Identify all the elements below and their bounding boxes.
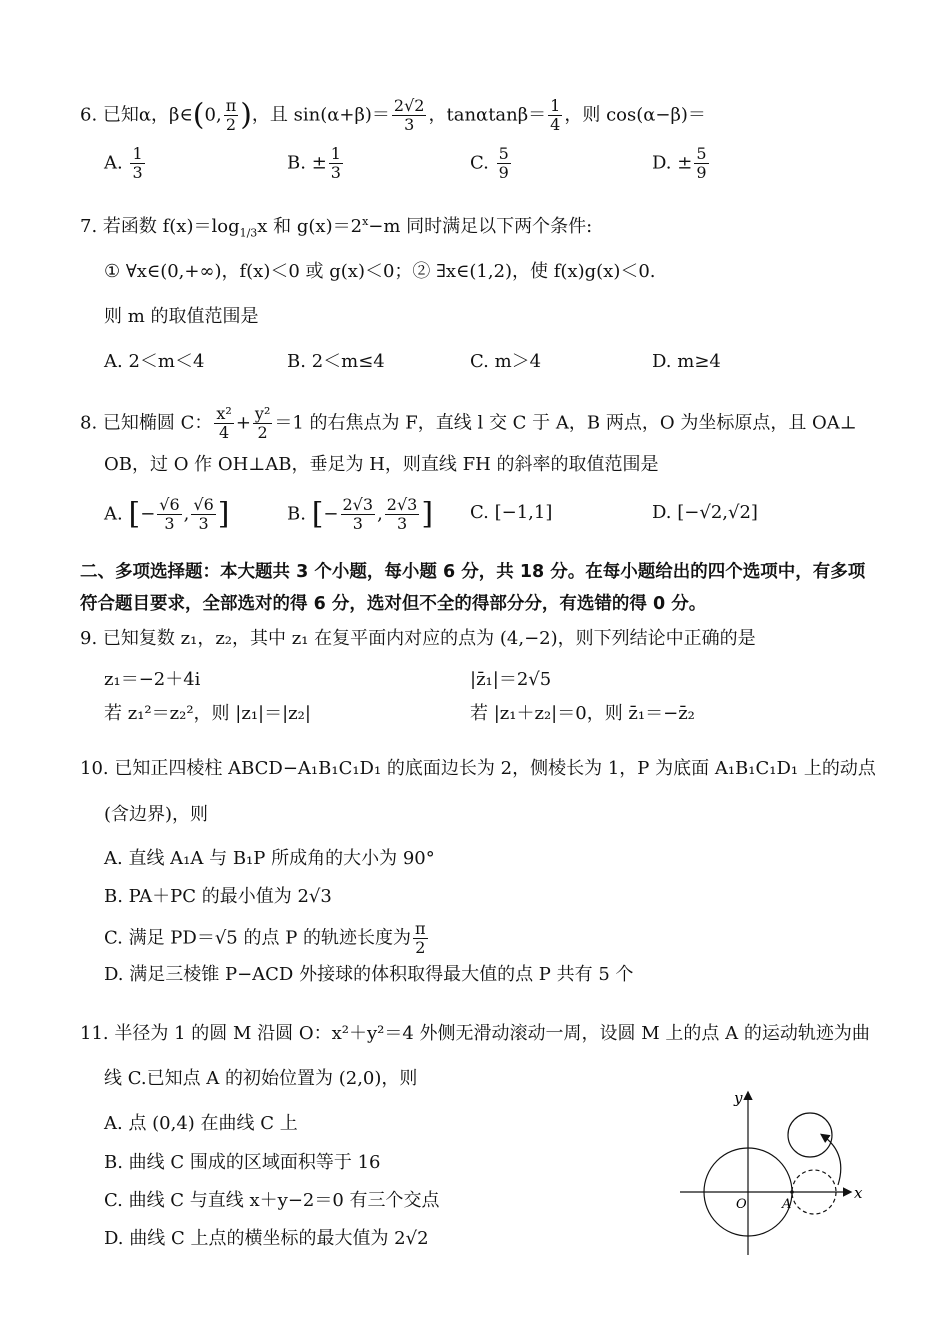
- q9-stem: 9. 已知复数 z₁，z₂，其中 z₁ 在复平面内对应的点为 (4,−2)，则下列结论中正确的是: [80, 628, 756, 649]
- q6-option-d: [652, 145, 711, 182]
- q11-option-a: A. 点 (0,4) 在曲线 C 上: [104, 1113, 298, 1134]
- option-label: A.: [104, 351, 123, 372]
- q6-frac1: [392, 97, 427, 134]
- q8-b-n2: 2√3: [386, 495, 418, 514]
- q8-frac-y: [253, 405, 272, 442]
- q8-b-rbr: ]: [421, 496, 434, 532]
- q8-fx-num: x²: [216, 404, 232, 423]
- q6-two: 2: [225, 115, 237, 134]
- q7-exp: x: [362, 215, 369, 228]
- q10-option-c-frac: [413, 920, 428, 957]
- q10-option-d: D. 满足三棱锥 P−ACD 外接球的体积取得最大值的点 P 共有 5 个: [104, 964, 634, 985]
- q6-stem-d: ，则 cos(α−β)＝: [564, 104, 706, 126]
- q6-frac1-num: 2√2: [393, 96, 425, 115]
- q7-line3: 则 m 的取值范围是: [104, 306, 259, 327]
- point-a-label: A: [782, 1197, 792, 1212]
- option-label: B.: [287, 351, 306, 372]
- q9-option-a: z₁＝−2＋4i: [104, 669, 201, 690]
- q7-line2: ① ∀x∈(0,+∞)，f(x)＜0 或 g(x)＜0；② ∃x∈(1,2)，使 f(x)g(x)＜0.: [104, 261, 656, 282]
- q11-figure: [670, 1085, 880, 1265]
- q8-fy-num: y²: [254, 404, 271, 423]
- option-label: B.: [287, 152, 306, 174]
- q8-line1: [80, 405, 857, 442]
- q8-plus: +: [235, 412, 251, 434]
- origin-label: O: [736, 1197, 747, 1212]
- q8-line1-b: ＝1 的右焦点为 F，直线 l 交 C 于 A，B 两点，O 为坐标原点，且 OA⊥: [274, 412, 857, 434]
- point-a-dot: [790, 1190, 794, 1194]
- q11-option-d: D. 曲线 C 上点的横坐标的最大值为 2√2: [104, 1228, 429, 1249]
- q8-a-rbr: ]: [217, 496, 230, 532]
- q7-log-base: 1/3: [239, 226, 258, 240]
- option-frac: [130, 145, 144, 182]
- section2-line2: 符合题目要求，全部选对的得 6 分，选对但不全的得部分分，有选错的得 0 分。: [80, 594, 707, 614]
- q6-stem-a: 6. 已知α，β∈: [80, 104, 193, 126]
- q6-stem: [80, 97, 706, 134]
- q8-a-d2: 3: [198, 514, 209, 533]
- q6-frac2-num: 1: [550, 96, 561, 115]
- q10-option-a: A. 直线 A₁A 与 B₁P 所成角的大小为 90°: [104, 848, 435, 869]
- q8-option-b-label: B.: [287, 503, 306, 525]
- q8-b-lbr: [: [311, 496, 324, 532]
- q6-frac2: [548, 97, 562, 134]
- q10-line2: (含边界)，则: [104, 804, 209, 825]
- q8-a-comma: ,: [183, 503, 190, 525]
- q8-option-d: [652, 501, 758, 525]
- q7-option-c: [470, 350, 541, 374]
- q8-b-d2: 3: [396, 514, 408, 533]
- q6-option-b: [287, 145, 345, 182]
- q8-option-d-text: [−√2,√2]: [677, 502, 758, 523]
- option-den: 3: [132, 163, 143, 182]
- q8-option-c-label: C.: [470, 502, 489, 523]
- option-num: 5: [696, 144, 707, 163]
- q8-b-frac1: [341, 496, 376, 533]
- q10-c-den: 2: [415, 938, 426, 957]
- option-text: 2＜m≤4: [311, 351, 385, 372]
- q8-fy-den: 2: [257, 423, 268, 442]
- option-label: D.: [652, 152, 672, 174]
- q7-option-d: [652, 350, 721, 374]
- q8-b-n1: 2√3: [342, 495, 374, 514]
- q11-option-b: B. 曲线 C 围成的区域面积等于 16: [104, 1152, 381, 1173]
- option-label: A.: [104, 152, 123, 174]
- q7-line1-a: 7. 若函数 f(x)＝log: [80, 216, 240, 237]
- option-num: 1: [132, 144, 143, 163]
- axis-x-label: x: [854, 1184, 863, 1202]
- option-sign: ±: [677, 152, 693, 174]
- q6-frac1-den: 3: [404, 115, 415, 134]
- q8-fx-den: 4: [219, 423, 230, 442]
- q8-line1-a: 8. 已知椭圆 C：: [80, 412, 213, 434]
- q10-option-c-text: C. 满足 PD＝√5 的点 P 的轨迹长度为: [104, 927, 412, 949]
- option-frac: [694, 145, 708, 182]
- q8-b-minus: −: [323, 503, 339, 525]
- q9-option-d: 若 |z₁＋z₂|＝0，则 z̄₁＝−z̄₂: [470, 703, 695, 724]
- q7-option-b: [287, 350, 385, 374]
- option-label: D.: [652, 351, 672, 372]
- option-den: 9: [498, 163, 509, 182]
- option-text: m≥4: [677, 351, 721, 372]
- q7-line1-c: −m 同时满足以下两个条件:: [368, 216, 593, 237]
- option-label: C.: [470, 351, 489, 372]
- option-den: 3: [330, 163, 341, 182]
- option-frac: [329, 145, 343, 182]
- q8-option-b: [287, 496, 433, 533]
- option-num: 5: [498, 144, 509, 163]
- q8-a-minus: −: [140, 503, 156, 525]
- q10-option-c: [104, 920, 430, 957]
- q6-interval-bracket-open: (: [192, 97, 205, 133]
- q8-option-a-label: A.: [104, 503, 123, 525]
- q6-pi: π: [225, 96, 237, 115]
- q8-a-lbr: [: [128, 496, 141, 532]
- q8-a-frac1: [157, 496, 181, 533]
- q11-line2: 线 C.已知点 A 的初始位置为 (2,0)，则: [104, 1068, 418, 1089]
- q7-line1-b: x 和 g(x)＝2: [257, 216, 363, 237]
- q10-line1: 10. 已知正四棱柱 ABCD−A₁B₁C₁D₁ 的底面边长为 2，侧棱长为 1，P 为底面 A₁B₁C₁D₁ 上的动点: [80, 758, 876, 779]
- option-text: 2＜m＜4: [128, 351, 205, 372]
- q8-a-n2: √6: [193, 495, 214, 514]
- q7-option-a: [104, 350, 204, 374]
- q8-option-c: [470, 501, 552, 525]
- option-text: m＞4: [494, 351, 542, 372]
- q6-pi-half: [224, 97, 239, 134]
- q8-b-comma: ,: [377, 503, 383, 525]
- q8-option-a: [104, 496, 229, 533]
- axis-y-label: y: [734, 1089, 743, 1107]
- option-den: 9: [696, 163, 707, 182]
- q8-b-frac2: [385, 496, 420, 533]
- q6-option-a: [104, 145, 147, 182]
- circle-m-rolled: [788, 1113, 832, 1157]
- q9-option-c: 若 z₁²＝z₂²，则 |z₁|＝|z₂|: [104, 703, 311, 724]
- option-label: C.: [470, 152, 489, 174]
- option-frac: [497, 145, 511, 182]
- q6-option-c: [470, 145, 513, 182]
- option-num: 1: [330, 144, 341, 163]
- rolling-arrow: [822, 1135, 841, 1185]
- q11-line1: 11. 半径为 1 的圆 M 沿圆 O：x²＋y²＝4 外侧无滑动滚动一周，设圆 M 上的点 A 的运动轨迹为曲: [80, 1023, 870, 1044]
- q6-interval-close: ): [240, 97, 252, 133]
- q8-a-d1: 3: [164, 514, 175, 533]
- q10-c-num: π: [415, 919, 426, 938]
- section2-line1: 二、多项选择题：本大题共 3 个小题，每小题 6 分，共 18 分。在每小题给出的四个选项中，有多项: [80, 562, 866, 582]
- q8-option-d-label: D.: [652, 502, 672, 523]
- q8-line2: OB，过 O 作 OH⊥AB，垂足为 H，则直线 FH 的斜率的取值范围是: [104, 454, 659, 475]
- q10-option-b: B. PA＋PC 的最小值为 2√3: [104, 886, 332, 907]
- q11-option-c: C. 曲线 C 与直线 x＋y−2＝0 有三个交点: [104, 1190, 440, 1211]
- option-sign: ±: [311, 152, 327, 174]
- q6-stem-c: ，tanαtanβ＝: [428, 104, 547, 126]
- q8-a-frac2: [191, 496, 215, 533]
- q8-frac-x: [214, 405, 233, 442]
- q8-option-c-text: [−1,1]: [494, 502, 553, 523]
- q8-b-d1: 3: [352, 514, 363, 533]
- q7-line1: [80, 210, 592, 246]
- q6-frac2-den: 4: [550, 115, 561, 134]
- q6-zero: 0,: [204, 104, 222, 126]
- q9-option-b: |z̄₁|＝2√5: [470, 669, 552, 690]
- q6-stem-b: ，且 sin(α+β)＝: [251, 104, 390, 126]
- q8-a-n1: √6: [159, 495, 180, 514]
